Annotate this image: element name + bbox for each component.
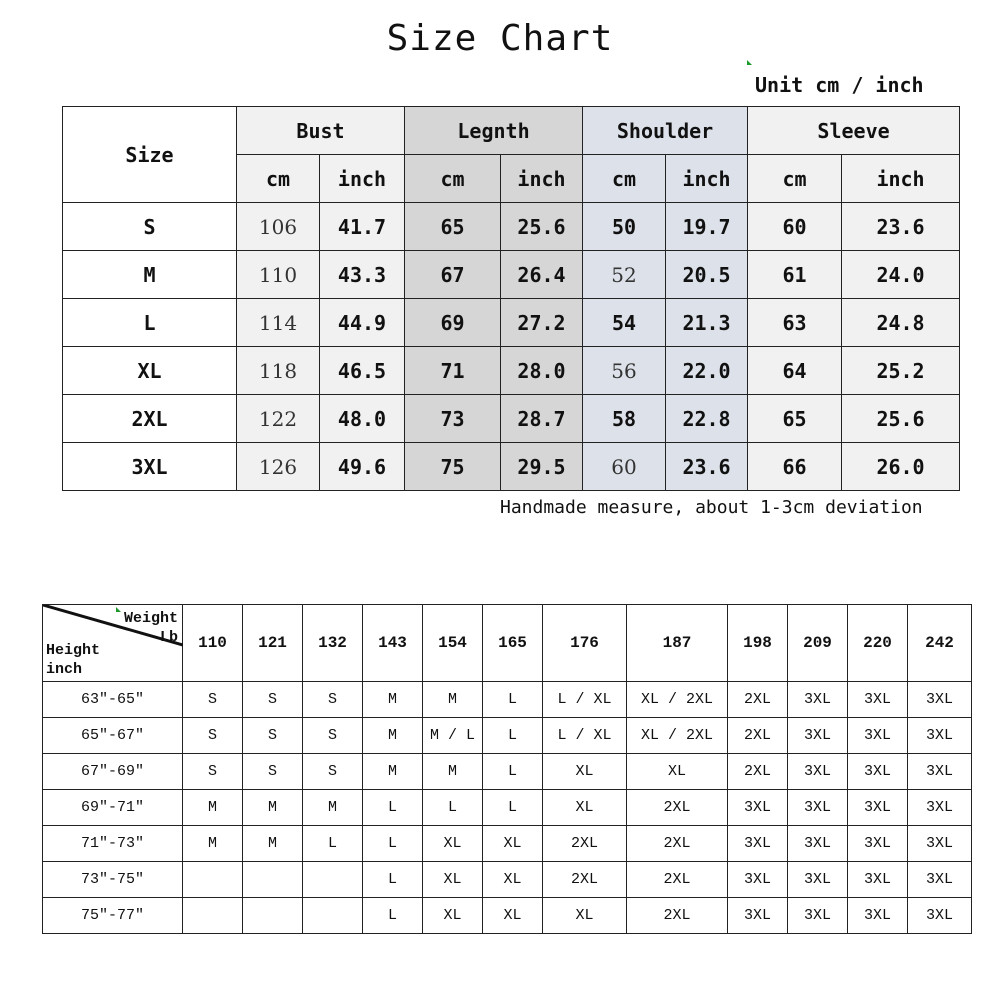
recommended-size-cell: L	[483, 754, 543, 790]
measurement-cell: 73	[405, 395, 501, 443]
unit-label: Unit cm / inch	[755, 73, 924, 97]
recommended-size-cell: S	[303, 682, 363, 718]
recommended-size-cell: XL	[423, 898, 483, 934]
measurement-cell: 26.4	[501, 251, 583, 299]
recommended-size-cell: M	[183, 790, 243, 826]
unit-subheader: inch	[842, 155, 960, 203]
recommended-size-cell: L	[423, 790, 483, 826]
measurement-cell: 110	[237, 251, 320, 299]
measurement-cell: 27.2	[501, 299, 583, 347]
recommended-size-cell: XL / 2XL	[627, 718, 728, 754]
measurement-cell: 56	[583, 347, 666, 395]
measurement-cell: 46.5	[320, 347, 405, 395]
unit-subheader: inch	[320, 155, 405, 203]
recommended-size-cell: 3XL	[908, 790, 972, 826]
recommended-size-cell: M	[303, 790, 363, 826]
weight-label: Weight	[123, 610, 178, 627]
size-row	[63, 443, 960, 491]
recommended-size-cell: 3XL	[788, 862, 848, 898]
weight-column-header: 209	[788, 605, 848, 682]
recommended-size-cell: M	[363, 682, 423, 718]
size-row	[63, 203, 960, 251]
recommended-size-cell: M	[363, 754, 423, 790]
recommended-size-cell: M	[243, 790, 303, 826]
weight-column-header: 132	[303, 605, 363, 682]
unit-subheader: cm	[748, 155, 842, 203]
recommended-size-cell: L / XL	[543, 718, 627, 754]
height-row	[43, 790, 972, 826]
weight-column-header: 198	[728, 605, 788, 682]
measurement-cell: 22.8	[666, 395, 748, 443]
measurement-cell: 25.2	[842, 347, 960, 395]
recommended-size-cell: S	[183, 718, 243, 754]
unit-subheader: inch	[666, 155, 748, 203]
measurement-cell: 52	[583, 251, 666, 299]
measurement-cell: 49.6	[320, 443, 405, 491]
size-cell: L	[63, 299, 237, 347]
measurement-cell: 71	[405, 347, 501, 395]
recommended-size-cell: 3XL	[908, 898, 972, 934]
page-title: Size Chart	[386, 18, 614, 59]
recommended-size-cell: 3XL	[728, 826, 788, 862]
height-range-cell: 75″-77″	[43, 898, 183, 934]
height-row	[43, 754, 972, 790]
recommended-size-cell: L	[303, 826, 363, 862]
measurement-cell: 22.0	[666, 347, 748, 395]
recommended-size-cell: XL	[483, 898, 543, 934]
recommended-size-cell: 3XL	[908, 682, 972, 718]
recommended-size-cell: 3XL	[848, 682, 908, 718]
size-row	[63, 299, 960, 347]
recommended-size-cell: 3XL	[728, 862, 788, 898]
measurement-cell: 28.0	[501, 347, 583, 395]
recommended-size-cell: M	[243, 826, 303, 862]
height-range-cell: 73″-75″	[43, 862, 183, 898]
recommended-size-cell: XL	[543, 754, 627, 790]
measurement-cell: 44.9	[320, 299, 405, 347]
recommended-size-cell: XL	[627, 754, 728, 790]
recommended-size-cell: L	[483, 682, 543, 718]
measurement-cell: 122	[237, 395, 320, 443]
recommended-size-cell: L / XL	[543, 682, 627, 718]
weight-column-header: 220	[848, 605, 908, 682]
height-weight-fit-table	[42, 604, 972, 934]
shoulder-header: Shoulder	[583, 107, 748, 155]
unit-subheader: cm	[237, 155, 320, 203]
size-row	[63, 395, 960, 443]
recommended-size-cell: 2XL	[728, 754, 788, 790]
sleeve-header: Sleeve	[748, 107, 960, 155]
measurement-cell: 24.0	[842, 251, 960, 299]
recommended-size-cell: XL	[543, 790, 627, 826]
height-row	[43, 682, 972, 718]
recommended-size-cell: L	[363, 862, 423, 898]
weight-column-header: 242	[908, 605, 972, 682]
weight-unit-label: Lb	[159, 629, 178, 646]
height-row	[43, 898, 972, 934]
measurement-cell: 29.5	[501, 443, 583, 491]
height-range-cell: 63″-65″	[43, 682, 183, 718]
recommended-size-cell: XL	[543, 898, 627, 934]
measurement-cell: 118	[237, 347, 320, 395]
height-range-cell: 67″-69″	[43, 754, 183, 790]
recommended-size-cell: XL	[423, 826, 483, 862]
recommended-size-cell: L	[363, 898, 423, 934]
height-range-cell: 71″-73″	[43, 826, 183, 862]
recommended-size-cell: 3XL	[788, 718, 848, 754]
measurement-cell: 65	[748, 395, 842, 443]
measurement-cell: 19.7	[666, 203, 748, 251]
measurement-note: Handmade measure, about 1-3cm deviation	[500, 497, 923, 518]
recommended-size-cell: 3XL	[908, 754, 972, 790]
green-tick-mark	[747, 60, 752, 65]
recommended-size-cell: 2XL	[543, 862, 627, 898]
recommended-size-cell	[183, 898, 243, 934]
size-cell: 2XL	[63, 395, 237, 443]
recommended-size-cell: 3XL	[848, 826, 908, 862]
weight-column-header: 187	[627, 605, 728, 682]
unit-subheader: inch	[501, 155, 583, 203]
recommended-size-cell: 3XL	[908, 718, 972, 754]
recommended-size-cell: XL / 2XL	[627, 682, 728, 718]
size-row	[63, 251, 960, 299]
measurement-cell: 54	[583, 299, 666, 347]
measurement-cell: 20.5	[666, 251, 748, 299]
measurement-cell: 58	[583, 395, 666, 443]
measurement-cell: 66	[748, 443, 842, 491]
recommended-size-cell: 2XL	[728, 718, 788, 754]
recommended-size-cell: XL	[483, 862, 543, 898]
measurement-cell: 60	[583, 443, 666, 491]
recommended-size-cell: L	[483, 718, 543, 754]
recommended-size-cell: 2XL	[627, 826, 728, 862]
unit-subheader: cm	[583, 155, 666, 203]
recommended-size-cell: L	[363, 826, 423, 862]
recommended-size-cell: M	[423, 754, 483, 790]
size-cell: XL	[63, 347, 237, 395]
recommended-size-cell: L	[483, 790, 543, 826]
recommended-size-cell: 3XL	[908, 862, 972, 898]
recommended-size-cell: S	[183, 682, 243, 718]
recommended-size-cell: 3XL	[908, 826, 972, 862]
measurement-cell: 64	[748, 347, 842, 395]
measurement-cell: 43.3	[320, 251, 405, 299]
measurement-cell: 23.6	[666, 443, 748, 491]
recommended-size-cell: M	[423, 682, 483, 718]
measurement-cell: 69	[405, 299, 501, 347]
recommended-size-cell	[303, 862, 363, 898]
recommended-size-cell: M / L	[423, 718, 483, 754]
size-measurement-table	[62, 106, 960, 491]
height-range-cell: 69″-71″	[43, 790, 183, 826]
recommended-size-cell: 3XL	[788, 754, 848, 790]
recommended-size-cell: 3XL	[848, 718, 908, 754]
height-row	[43, 862, 972, 898]
measurement-cell: 60	[748, 203, 842, 251]
measurement-cell: 28.7	[501, 395, 583, 443]
weight-column-header: 165	[483, 605, 543, 682]
measurement-cell: 75	[405, 443, 501, 491]
recommended-size-cell	[243, 898, 303, 934]
recommended-size-cell: 3XL	[848, 754, 908, 790]
recommended-size-cell: 3XL	[728, 790, 788, 826]
size-row	[63, 347, 960, 395]
recommended-size-cell: 3XL	[788, 682, 848, 718]
recommended-size-cell: S	[243, 682, 303, 718]
height-weight-corner	[43, 605, 183, 682]
recommended-size-cell: S	[303, 718, 363, 754]
recommended-size-cell: 3XL	[788, 898, 848, 934]
recommended-size-cell: 2XL	[627, 898, 728, 934]
measurement-cell: 63	[748, 299, 842, 347]
bust-header: Bust	[237, 107, 405, 155]
recommended-size-cell: 2XL	[728, 682, 788, 718]
weight-column-header: 143	[363, 605, 423, 682]
measurement-cell: 25.6	[501, 203, 583, 251]
weight-column-header: 121	[243, 605, 303, 682]
recommended-size-cell: 3XL	[788, 826, 848, 862]
height-label: Height	[46, 642, 101, 659]
weight-column-header: 176	[543, 605, 627, 682]
height-range-cell: 65″-67″	[43, 718, 183, 754]
measurement-cell: 126	[237, 443, 320, 491]
recommended-size-cell: 3XL	[848, 862, 908, 898]
height-axis-label	[46, 641, 100, 679]
recommended-size-cell: XL	[423, 862, 483, 898]
recommended-size-cell	[243, 862, 303, 898]
recommended-size-cell: 3XL	[728, 898, 788, 934]
size-cell: 3XL	[63, 443, 237, 491]
measurement-cell: 26.0	[842, 443, 960, 491]
recommended-size-cell: 3XL	[848, 790, 908, 826]
recommended-size-cell: 3XL	[788, 790, 848, 826]
height-row	[43, 826, 972, 862]
weight-column-header: 110	[183, 605, 243, 682]
measurement-cell: 24.8	[842, 299, 960, 347]
measurement-cell: 23.6	[842, 203, 960, 251]
recommended-size-cell: 3XL	[848, 898, 908, 934]
green-tick-mark	[116, 607, 121, 612]
measurement-cell: 25.6	[842, 395, 960, 443]
recommended-size-cell: S	[303, 754, 363, 790]
recommended-size-cell: S	[243, 718, 303, 754]
measurement-cell: 114	[237, 299, 320, 347]
recommended-size-cell: S	[183, 754, 243, 790]
size-cell: S	[63, 203, 237, 251]
recommended-size-cell: L	[363, 790, 423, 826]
measurement-cell: 41.7	[320, 203, 405, 251]
recommended-size-cell	[183, 862, 243, 898]
size-header: Size	[63, 107, 237, 203]
recommended-size-cell	[303, 898, 363, 934]
recommended-size-cell: XL	[483, 826, 543, 862]
measurement-cell: 65	[405, 203, 501, 251]
height-unit-label: inch	[46, 661, 83, 678]
unit-subheader: cm	[405, 155, 501, 203]
weight-axis-label	[124, 609, 178, 647]
measurement-cell: 61	[748, 251, 842, 299]
length-header: Legnth	[405, 107, 583, 155]
measurement-cell: 106	[237, 203, 320, 251]
size-cell: M	[63, 251, 237, 299]
recommended-size-cell: 2XL	[543, 826, 627, 862]
weight-column-header: 154	[423, 605, 483, 682]
measurement-cell: 50	[583, 203, 666, 251]
recommended-size-cell: M	[183, 826, 243, 862]
measurement-cell: 48.0	[320, 395, 405, 443]
recommended-size-cell: 2XL	[627, 862, 728, 898]
measurement-cell: 67	[405, 251, 501, 299]
measurement-cell: 21.3	[666, 299, 748, 347]
recommended-size-cell: 2XL	[627, 790, 728, 826]
recommended-size-cell: M	[363, 718, 423, 754]
height-row	[43, 718, 972, 754]
recommended-size-cell: S	[243, 754, 303, 790]
